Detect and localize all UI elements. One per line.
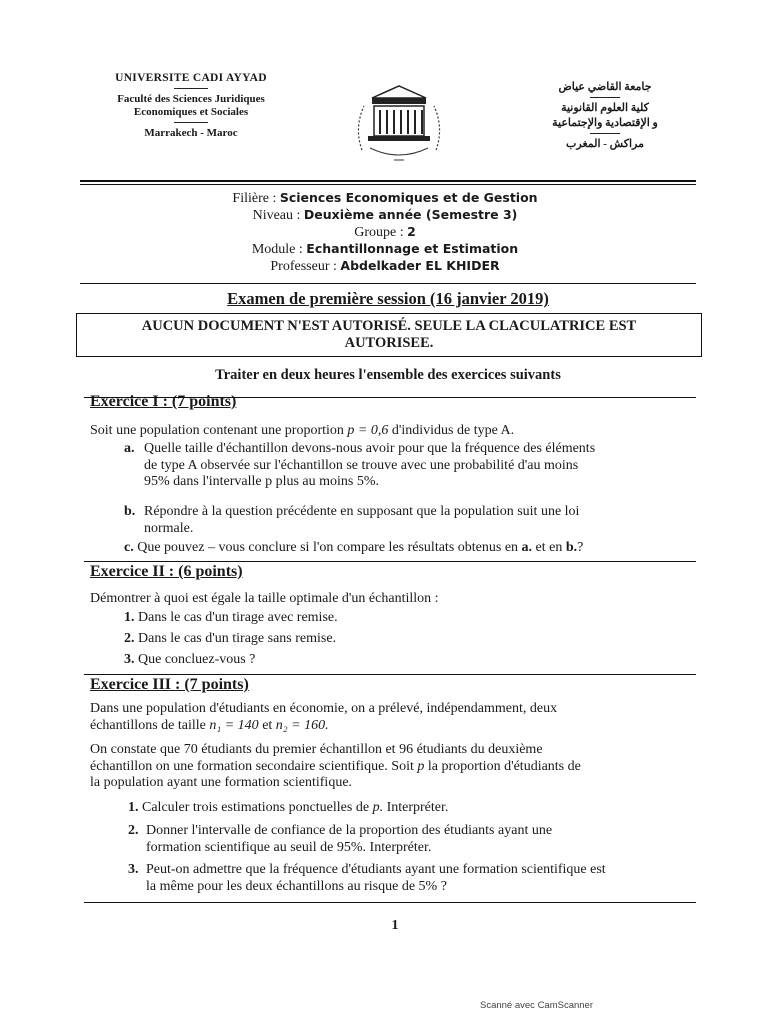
paragraph-text: et (258, 717, 276, 733)
item-label: 1. (124, 610, 135, 625)
exercise-3-item-2 (128, 823, 698, 856)
sample-size-2: n₂ = 160. (275, 717, 329, 733)
exercise-2-title: Exercice II : (6 points) (90, 563, 243, 580)
exercise-2-item-3 (124, 652, 684, 669)
item-text-end: Interpréter. (383, 800, 449, 815)
item-line: formation scientifique au seuil de 95%. Interpréter. (146, 839, 432, 855)
exercise-1-item-c (124, 540, 700, 557)
exercise-1-title: Exercice I : (7 points) (90, 393, 237, 410)
item-line: Donner l'intervalle de confiance de la proportion des étudiants ayant une (146, 823, 553, 838)
item-text-end: ? (577, 540, 584, 555)
paragraph-text: échantillons de taille (90, 717, 210, 733)
paragraph-text: la proportion d'étudiants de (424, 758, 581, 774)
item-label: 3. (124, 652, 135, 667)
course-info (100, 190, 670, 275)
proportion-var: p (417, 758, 425, 774)
item-line: Peut-on admettre que la fréquence d'étudiants ayant une formation scientifique est (146, 862, 606, 877)
filiere-line (100, 190, 670, 207)
item-label: b. (124, 504, 136, 519)
item-label: 2. (128, 823, 139, 838)
info-rule (80, 283, 696, 284)
instructions: Traiter en deux heures l'ensemble des exercices suivants (215, 367, 561, 383)
item-text: Que pouvez – vous conclure si l'on compare les résultats obtenus en (137, 540, 522, 555)
item-text: Dans le cas d'un tirage avec remise. (138, 610, 338, 625)
filiere-label: Filière : (232, 191, 277, 206)
arabic-faculty-line-1: كلية العلوم القانونية (561, 102, 649, 114)
exam-title: Examen de première session (16 janvier 2019) (227, 289, 549, 308)
city: Marrakech - Maroc (144, 127, 238, 139)
exercise-1-rule (84, 397, 696, 398)
item-label: 2. (124, 631, 135, 646)
professeur-value: Abdelkader EL KHIDER (340, 258, 500, 273)
exercise-1-item-a (124, 441, 700, 491)
paragraph-line: On constate que 70 étudiants du premier échantillon et 96 étudiants du deuxième (90, 742, 543, 757)
exercise-3-item-3 (128, 862, 698, 895)
exercise-3-paragraph-2 (90, 742, 696, 792)
niveau-line (100, 207, 670, 224)
exercise-1-item-b (124, 504, 700, 537)
item-line: 95% dans l'intervalle p plus au moins 5%. (144, 474, 380, 489)
item-text: Que concluez-vous ? (138, 652, 256, 667)
paragraph-line: la population ayant une formation scientifique. (90, 775, 353, 790)
module-line (100, 241, 670, 258)
exercise-3-paragraph-1 (90, 701, 696, 734)
sample-size-1: n₁ = 140 (209, 717, 259, 733)
divider (174, 88, 208, 89)
scanner-watermark: Scanné avec CamScanner (480, 1000, 594, 1011)
university-header-left (96, 72, 286, 140)
item-var: p. (372, 800, 384, 815)
professeur-label: Professeur : (270, 259, 337, 274)
intro-text-end: d'individus de type A. (388, 423, 515, 438)
module-label: Module : (251, 242, 303, 257)
exercise-3-rule (84, 674, 696, 675)
exercise-3-title: Exercice III : (7 points) (90, 676, 249, 693)
faculty-line-2: Economiques et Sociales (133, 106, 249, 118)
item-line: la même pour les deux échantillons au risque de 5% ? (146, 878, 447, 894)
warning-line-1: AUCUN DOCUMENT N'EST AUTORISÉ. SEULE LA CLACULATRICE EST (141, 318, 637, 334)
groupe-value: 2 (407, 224, 416, 239)
item-label: a. (124, 441, 135, 456)
arabic-university-name: جامعة القاضي عياض (558, 81, 652, 93)
filiere-value: Sciences Economiques et de Gestion (279, 190, 538, 205)
exercise-2-intro: Démontrer à quoi est égale la taille optimale d'un échantillon : (90, 591, 439, 606)
page-number: 1 (391, 918, 399, 933)
item-line: Quelle taille d'échantillon devons-nous avoir pour que la fréquence des éléments (144, 441, 596, 456)
warning-box (76, 313, 702, 357)
intro-text: Soit une population contenant une proportion (90, 423, 348, 438)
exercise-3-item-1 (128, 800, 698, 817)
item-line: normale. (144, 520, 194, 536)
header-rule-thin (80, 184, 696, 185)
exercise-2-item-2 (124, 631, 684, 648)
module-value: Echantillonnage et Estimation (306, 241, 519, 256)
faculty-line-1: Faculté des Sciences Juridiques (117, 93, 265, 105)
paragraph-line: Dans une population d'étudiants en économie, on a prélevé, indépendamment, deux (90, 701, 558, 716)
item-line: Répondre à la question précédente en supposant que la population suit une loi (144, 504, 580, 519)
niveau-value: Deuxième année (Semestre 3) (303, 207, 518, 222)
groupe-label: Groupe : (354, 225, 404, 240)
exercise-2-item-1 (124, 610, 684, 627)
divider (174, 122, 208, 123)
item-text: Calculer trois estimations ponctuelles de (142, 800, 373, 815)
university-name: UNIVERSITE CADI AYYAD (115, 72, 267, 84)
groupe-line (100, 224, 670, 241)
university-header-right (540, 80, 670, 152)
item-text-mid: et en (532, 540, 566, 555)
ref-b: b. (565, 540, 578, 555)
footer-rule (84, 902, 696, 903)
warning-line-2: AUTORISEE. (344, 335, 434, 351)
arabic-city: مراكش - المغرب (566, 138, 644, 150)
arabic-faculty-line-2: و الإقتصادية والإجتماعية (552, 117, 658, 129)
item-line: de type A observée sur l'échantillon se trouve avec une probabilité d'au moins (144, 457, 579, 473)
paragraph-text: échantillon on une formation secondaire scientifique. Soit (90, 758, 418, 774)
proportion-math: p = 0,6 (347, 423, 389, 438)
exercise-1-intro (90, 423, 690, 440)
paragraph-line (90, 718, 696, 735)
item-label: 1. (128, 800, 139, 815)
item-label: 3. (128, 862, 139, 877)
university-logo-icon (344, 78, 454, 168)
divider (590, 97, 620, 98)
exercise-2-rule (84, 561, 696, 562)
professeur-line (100, 258, 670, 275)
ref-a: a. (521, 540, 533, 555)
header-rule-thick (80, 180, 696, 182)
divider (590, 133, 620, 134)
item-text: Dans le cas d'un tirage sans remise. (138, 631, 337, 646)
item-label: c. (124, 540, 134, 555)
niveau-label: Niveau : (252, 208, 301, 223)
paragraph-line (90, 759, 696, 776)
